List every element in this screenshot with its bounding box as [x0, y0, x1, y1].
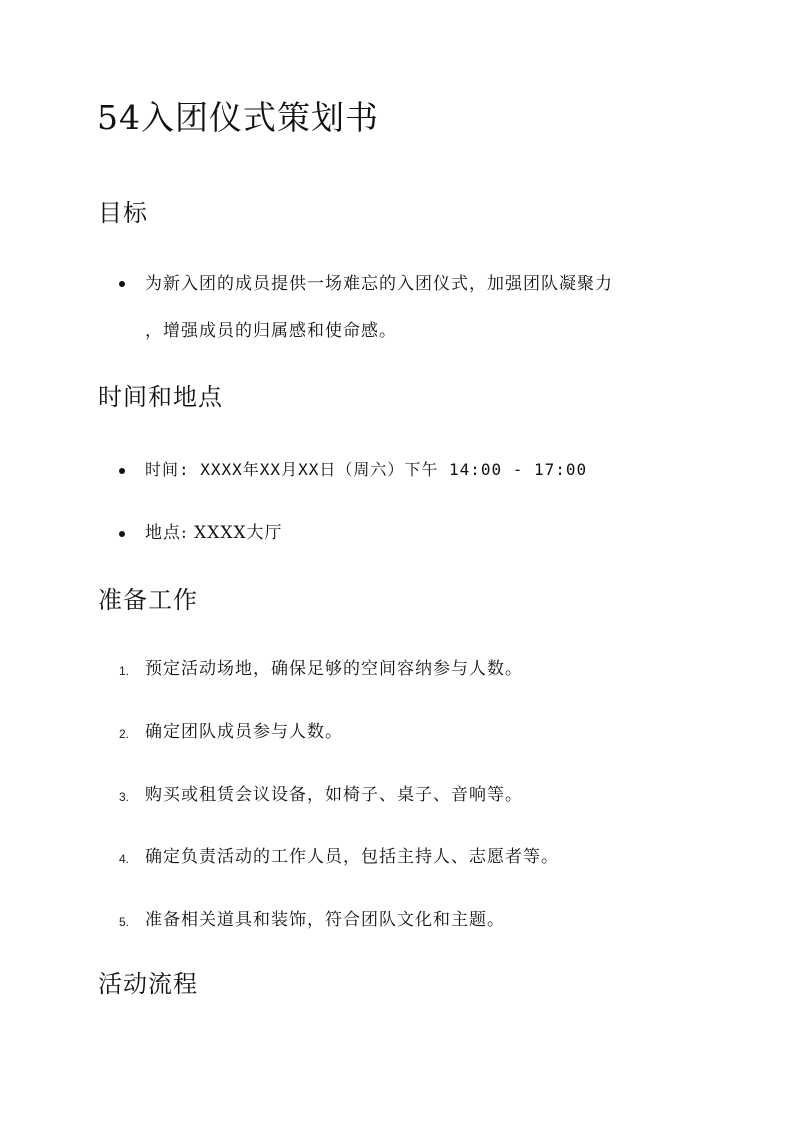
goal-item-line-2: ，增强成员的归属感和使命感。 — [145, 321, 397, 341]
bullet-marker — [119, 281, 125, 287]
section-heading-goal: 目标 — [98, 199, 148, 227]
preparation-item-1: 预定活动场地，确保足够的空间容纳参与人数。 — [145, 659, 523, 679]
list-number: 5. — [119, 915, 130, 929]
preparation-item-5: 准备相关道具和装饰，符合团队文化和主题。 — [145, 910, 505, 930]
time-item: 时间: XXXX年XX月XX日（周六）下午 14:00 - 17:00 — [145, 460, 588, 479]
list-number: 3. — [119, 790, 130, 804]
place-item: 地点: XXXX大厅 — [145, 523, 283, 543]
list-number: 1. — [119, 664, 130, 678]
bullet-marker — [119, 531, 125, 537]
section-heading-preparation: 准备工作 — [98, 586, 198, 614]
preparation-item-2: 确定团队成员参与人数。 — [145, 722, 343, 742]
list-number: 2. — [119, 727, 130, 741]
document-title: 54入团仪式策划书 — [97, 98, 379, 137]
section-heading-process: 活动流程 — [98, 970, 198, 998]
section-heading-time-place: 时间和地点 — [98, 383, 223, 411]
preparation-item-3: 购买或租赁会议设备，如椅子、桌子、音响等。 — [145, 785, 523, 805]
preparation-item-4: 确定负责活动的工作人员，包括主持人、志愿者等。 — [145, 847, 559, 867]
list-number: 4. — [119, 852, 130, 866]
bullet-marker — [119, 468, 125, 474]
goal-item-line-1: 为新入团的成员提供一场难忘的入团仪式，加强团队凝聚力 — [145, 274, 613, 294]
